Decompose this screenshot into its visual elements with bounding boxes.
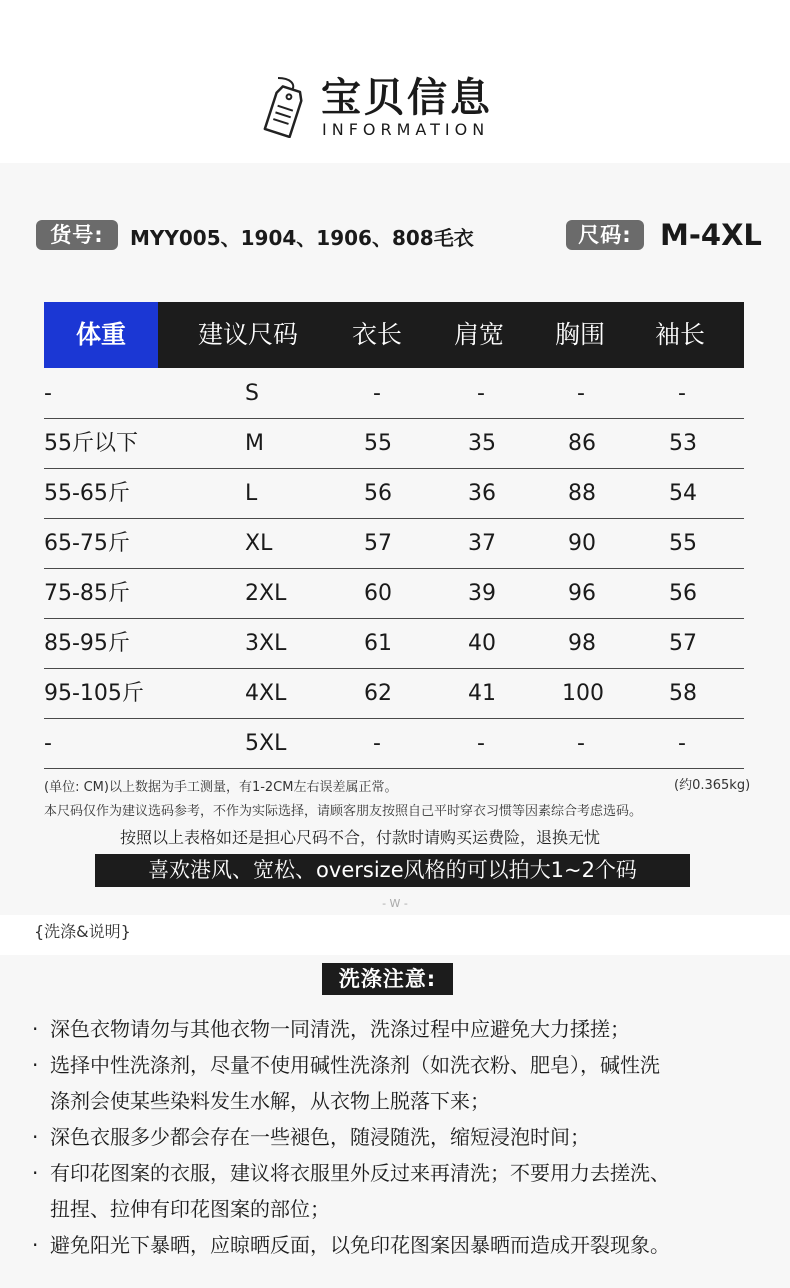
cell-weight: - [44,381,52,406]
bullet-icon: · [32,1125,39,1149]
page-subtitle: INFORMATION [322,120,490,139]
size-table-header [44,302,744,368]
reference-note: 本尺码仅作为建议选码参考，不作为实际选择，请顾客朋友按照自己平时穿衣习惯等因素综合考虑选码。 [44,804,643,819]
wash-title: 洗涤注意: [322,963,453,995]
header-shoulder: 肩宽 [454,320,505,349]
insurance-note: 按照以上表格如还是担心尺码不合，付款时请购买运费险，退换无忧 [120,828,601,847]
cell-chest: 96 [568,581,596,606]
cell-sleeve: 57 [669,631,697,656]
item-number-label: 货号: [36,220,118,250]
wash-instruction-text: 深色衣物请勿与其他衣物一同清洗，洗涤过程中应避免大力揉搓； [50,1017,630,1041]
wash-instruction [32,1123,590,1151]
cell-size: 3XL [245,631,287,656]
cell-shoulder: 39 [468,581,496,606]
unit-note: (单位: CM)以上数据为手工测量，有1-2CM左右误差属正常。 [44,780,398,795]
table-row [44,518,744,569]
cell-size: 4XL [245,681,287,706]
cell-size: 2XL [245,581,287,606]
cell-sleeve: 53 [669,431,697,456]
header-recommended-size: 建议尺码 [198,320,299,349]
header-length: 衣长 [352,320,403,349]
wash-instruction-text: 涤剂会使某些染料发生水解，从衣物上脱落下来； [50,1089,490,1113]
cell-size: XL [245,531,273,556]
section-divider: - W - [382,897,408,910]
cell-shoulder: 37 [468,531,496,556]
bullet-icon: · [32,1233,39,1257]
cell-shoulder: 35 [468,431,496,456]
cell-size: M [245,431,264,456]
cell-sleeve: - [678,381,686,406]
cell-weight: 85-95斤 [44,631,130,656]
bullet-icon: · [32,1053,39,1077]
cell-sleeve: 55 [669,531,697,556]
oversize-banner: 喜欢港风、宽松、oversize风格的可以拍大1~2个码 [95,854,690,887]
cell-chest: - [577,381,585,406]
cell-sleeve: 58 [669,681,697,706]
bullet-icon: · [32,1161,39,1185]
cell-chest: 86 [568,431,596,456]
cell-sleeve: - [678,731,686,756]
wash-instruction-text: 深色衣服多少都会存在一些褪色，随浸随洗，缩短浸泡时间； [50,1125,590,1149]
cell-shoulder: 41 [468,681,496,706]
cell-sleeve: 54 [669,481,697,506]
wash-instruction-text: 避免阳光下暴晒，应晾晒反面，以免印花图案因暴晒而造成开裂现象。 [50,1233,670,1257]
cell-size: S [245,381,259,406]
weight-conversion-note: (约0.365kg) [674,778,751,793]
item-number-value: MYY005、1904、1906、808毛衣 [130,226,474,250]
wash-instruction [32,1015,630,1043]
size-range-label: 尺码: [566,220,644,250]
wash-instruction [32,1051,660,1079]
cell-length: 61 [364,631,392,656]
cell-chest: 100 [562,681,604,706]
cell-size: L [245,481,258,506]
cell-length: - [373,731,381,756]
tag-icon [262,76,306,138]
cell-weight: 65-75斤 [44,531,130,556]
bullet-icon: · [32,1017,39,1041]
cell-shoulder: 36 [468,481,496,506]
table-row [44,568,744,619]
wash-instruction-text: 选择中性洗涤剂，尽量不使用碱性洗涤剂（如洗衣粉、肥皂），碱性洗 [50,1053,660,1077]
wash-instruction [32,1087,490,1115]
cell-length: 56 [364,481,392,506]
cell-length: 60 [364,581,392,606]
cell-weight: 75-85斤 [44,581,130,606]
wash-instruction [32,1195,330,1223]
cell-length: - [373,381,381,406]
size-range-value: M-4XL [660,218,762,252]
cell-weight: 95-105斤 [44,681,144,706]
cell-shoulder: 40 [468,631,496,656]
cell-weight: - [44,731,52,756]
header-weight: 体重 [44,302,158,368]
table-row [44,368,744,419]
cell-shoulder: - [477,381,485,406]
cell-chest: 88 [568,481,596,506]
cell-size: 5XL [245,731,287,756]
cell-shoulder: - [477,731,485,756]
page-title: 宝贝信息 [321,75,493,121]
wash-instruction [32,1231,670,1259]
table-row [44,668,744,719]
wash-instruction [32,1159,670,1187]
table-row [44,418,744,469]
header-sleeve: 袖长 [655,320,706,349]
wash-instruction-text: 扭捏、拉伸有印花图案的部位； [50,1197,330,1221]
cell-chest: - [577,731,585,756]
cell-length: 62 [364,681,392,706]
table-row [44,468,744,519]
cell-chest: 90 [568,531,596,556]
table-row [44,718,744,769]
cell-weight: 55斤以下 [44,431,138,456]
cell-sleeve: 56 [669,581,697,606]
cell-length: 55 [364,431,392,456]
cell-length: 57 [364,531,392,556]
wash-instruction-text: 有印花图案的衣服，建议将衣服里外反过来再清洗；不要用力去搓洗、 [50,1161,670,1185]
cell-weight: 55-65斤 [44,481,130,506]
table-row [44,618,744,669]
cell-chest: 98 [568,631,596,656]
wash-section-label: {洗涤&说明} [34,922,131,941]
header-chest: 胸围 [555,320,606,349]
